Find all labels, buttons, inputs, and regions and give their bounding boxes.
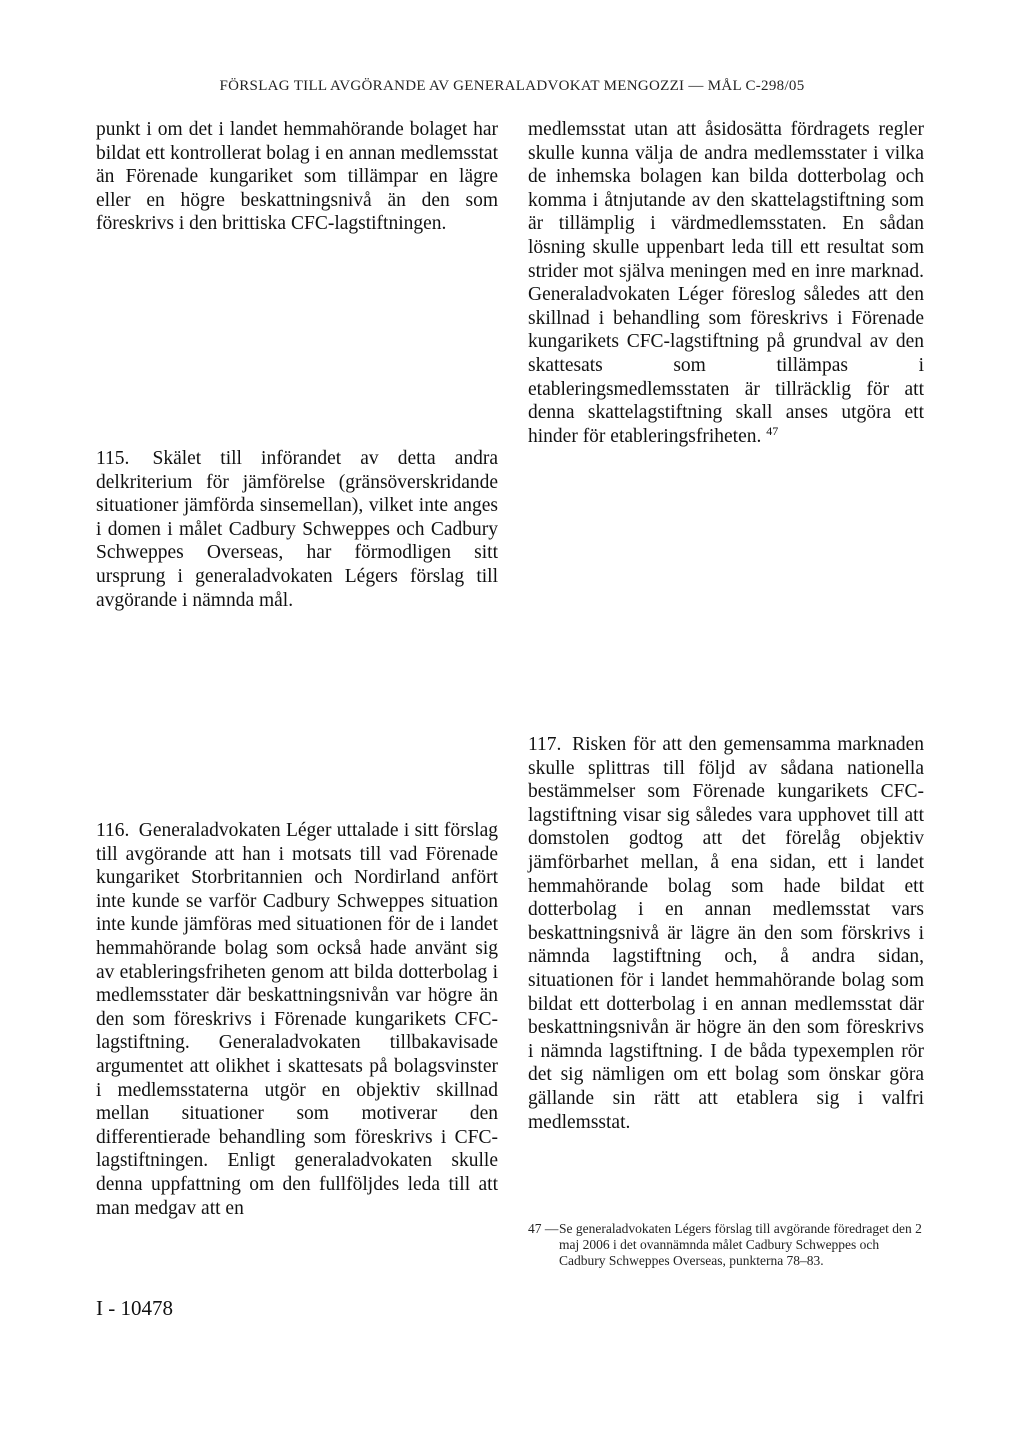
footnote-reference[interactable]: 47 bbox=[766, 423, 779, 438]
left-continuation-paragraph: punkt i om det i landet hemmahörande bolaget har bildat ett kontrollerat bolag i en annan medlemsstat än Förenade kungariket som tillämpar en lägre eller en högre beskattningsnivå än den som föreskrivs i den brittiska CFC-lagstiftningen. bbox=[96, 119, 498, 235]
paragraph-text: Skälet till införandet av detta andra delkriterium för jämförelse (gränsöverskridande situationer jämförda sinsemellan), vilket inte anges i domen i målet Cadbury Schweppes och Cadbury Schweppes Overseas, har förmodligen sitt ursprung i generaladvokaten Légers förslag till avgörande i nämnda mål. bbox=[96, 448, 498, 611]
paragraph-number: 115. bbox=[96, 448, 130, 469]
paragraph-115 bbox=[96, 447, 498, 612]
footnote-text: Se generaladvokaten Légers förslag till avgörande föredraget den 2 maj 2006 i det ovannämnda målet Cadbury Schweppes och Cadbury Schweppes Overseas, punkterna 78–83. bbox=[559, 1221, 922, 1268]
page-number: I - 10478 bbox=[96, 1296, 173, 1320]
footnote-47 bbox=[528, 1221, 926, 1269]
paragraph-text: medlemsstat utan att åsidosätta fördragets regler skulle kunna välja de andra medlemsstater i vilka de inhemska bolagen kan bilda dotterbolag och komma i åtnjutande av den skattelagstiftning som är tillämplig i värdmedlemsstaten. En sådan lösning skulle uppenbart leda till ett resultat som strider mot själva meningen med en inre marknad. Generaladvokaten Léger föreslog således att den skillnad i behandling som föreskrivs i Förenade kungarikets CFC-lagstiftning på grundval av den skattesats som tillämpas i etableringsmedlemsstaten är tillräcklig för att denna skattelagstiftning skall anses utgöra ett hinder för etableringsfriheten. bbox=[528, 119, 924, 447]
footnote-marker: 47 — bbox=[528, 1221, 559, 1236]
paragraph-text: Risken för att den gemensamma marknaden skulle splittras till följd av sådana nationella bestämmelser som Förenade kungarikets CFC-lagstiftning visar sig således vara upphovet till att domstolen godtog att det förelåg objektiv jämförbarhet mellan, å ena sidan, ett i landet hemmahörande bolag som hade bildat ett dotterbolag i en annan medlemsstat vars beskattningsnivå är lägre än den som förskrivs i nämnda lagstiftning och, å andra sidan, situationen för i landet hemmahörande bolag som bildat ett dotterbolag i en annan medlemsstat där beskattningsnivån är högre än den som föreskrivs i nämnda lagstiftning. I de båda typexemplen rör det sig nämligen om ett bolag som önskar göra gällande sin rätt att etablera sig i valfri medlemsstat. bbox=[528, 734, 925, 1133]
running-header: FÖRSLAG TILL AVGÖRANDE AV GENERALADVOKAT MENGOZZI — MÅL C-298/05 bbox=[219, 78, 805, 94]
paragraph-117 bbox=[528, 733, 924, 1134]
paragraph-number: 116. bbox=[96, 820, 130, 841]
right-continuation-paragraph bbox=[528, 118, 924, 448]
paragraph-text: Generaladvokaten Léger uttalade i sitt förslag till avgörande att han i motsats till vad Förenade kungariket Storbritannien och Nordirland anfört inte kunde se varför Cadbury Schweppes situation inte kunde jämföras med situationen för de i landet hemmahörande bolag som också hade använt sig av etableringsfriheten genom att bilda dotterbolag i medlemsstater där beskattningsnivån var högre än den som föreskrivs i Förenade kungarikets CFC-lagstiftning. Generaladvokaten tillbakavisade argumentet att olikhet i skattesats på bolagsvinster i medlemsstaterna utgör en objektiv skillnad mellan situationer som motiverar den differentierade behandling som föreskrivs i CFC-lagstiftningen. Enligt generaladvokaten skulle denna uppfattning om den fullföljdes leda till att man medgav att en bbox=[96, 820, 498, 1219]
paragraph-116 bbox=[96, 819, 498, 1220]
paragraph-number: 117. bbox=[528, 734, 562, 755]
